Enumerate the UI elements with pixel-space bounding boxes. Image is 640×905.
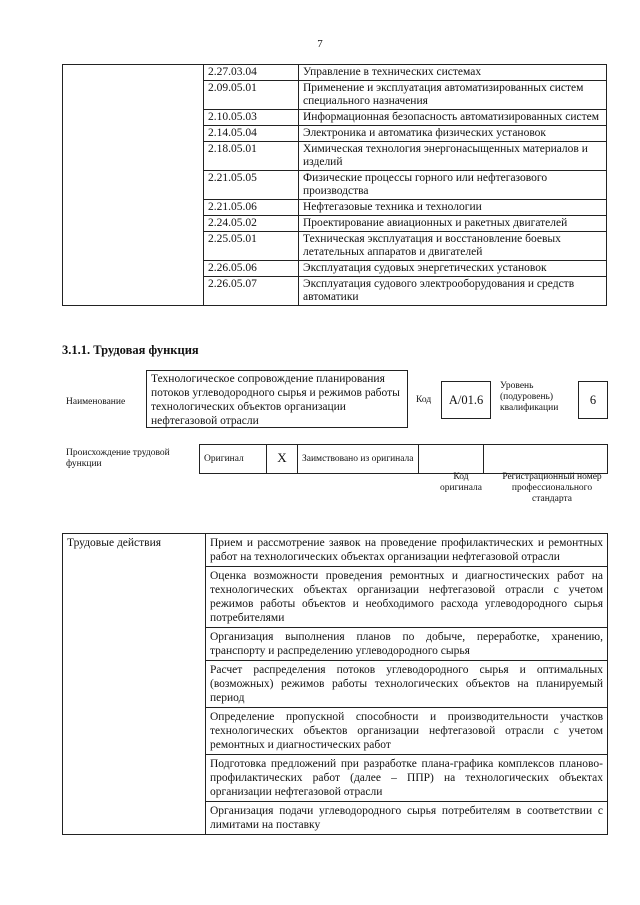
specialty-name: Электроника и автоматика физических установок	[299, 126, 607, 142]
labor-action-item: Организация подачи углеводородного сырья потребителям в соответствии с лимитами на поставку	[206, 802, 608, 835]
original-mark-cell	[267, 445, 298, 474]
origin-table	[199, 444, 608, 474]
borrowed-cell	[298, 445, 419, 474]
borrowed-label: Заимствовано из оригинала	[302, 453, 414, 464]
specialty-code: 2.25.05.01	[204, 232, 299, 261]
labor-action-item: Определение пропускной способности и производительности участков технологических объектов организации нефтегазовой отрасли с учетом ремонтных и диагностических работ	[206, 708, 608, 755]
original-label: Оригинал	[204, 453, 244, 464]
labor-action-item: Оценка возможности проведения ремонтных и диагностических работ на технологических объектах организации нефтегазовой отрасли с учетом режимов работы объектов и необходимого расхода углеводородного сырья потребителями	[206, 567, 608, 628]
code-label: Код	[416, 395, 432, 405]
specialty-name: Проектирование авиационных и ракетных двигателей	[299, 216, 607, 232]
specialty-name: Физические процессы горного или нефтегазового производства	[299, 171, 607, 200]
empty-cell	[63, 65, 204, 306]
labor-action-row	[63, 534, 608, 567]
specialty-name: Применение и эксплуатация автоматизированных систем специального назначения	[299, 81, 607, 110]
reg-number-label: Регистрационный номер профессионального стандарта	[502, 472, 602, 504]
section-title: 3.1.1. Трудовая функция	[62, 343, 199, 357]
labor-actions-header: Трудовые действия	[63, 534, 206, 835]
table-row	[63, 65, 607, 81]
specialty-code: 2.10.05.03	[204, 110, 299, 126]
qualification-level-value: 6	[578, 381, 608, 419]
specialty-code: 2.09.05.01	[204, 81, 299, 110]
original-code-cell	[419, 445, 484, 474]
labor-action-item: Прием и рассмотрение заявок на проведение профилактических и ремонтных работ на технологических объектах организации нефтегазовой отрасли	[206, 534, 608, 567]
function-code-value: А/01.6	[441, 381, 491, 419]
specialty-code: 2.14.05.04	[204, 126, 299, 142]
labor-action-item: Организация выполнения планов по добыче, переработке, хранению, транспорту и распределению углеводородного сырья	[206, 628, 608, 661]
function-name-value: Технологическое сопровождение планирования потоков углеводородного сырья и режимов работы технологических объектов организации нефтегазовой отрасли	[146, 370, 408, 428]
specialty-code: 2.21.05.05	[204, 171, 299, 200]
specialty-name: Нефтегазовые техника и технологии	[299, 200, 607, 216]
origin-label: Происхождение трудовой функции	[66, 448, 170, 469]
page-number: 7	[317, 38, 323, 50]
specialty-name: Химическая технология энергонасыщенных материалов и изделий	[299, 142, 607, 171]
original-mark: X	[277, 450, 287, 465]
specialty-name: Эксплуатация судовых энергетических установок	[299, 261, 607, 277]
specialty-code: 2.24.05.02	[204, 216, 299, 232]
original-label-cell	[200, 445, 267, 474]
specialties-table	[62, 64, 607, 306]
specialty-name: Управление в технических системах	[299, 65, 607, 81]
labor-action-item: Подготовка предложений при разработке плана-графика комплексов планово-профилактических работ (далее – ППР) на технологических объектах организации нефтегазовой отрасли	[206, 755, 608, 802]
specialty-code: 2.27.03.04	[204, 65, 299, 81]
specialty-code: 2.26.05.07	[204, 277, 299, 306]
specialty-name: Эксплуатация судового электрооборудования и средств автоматики	[299, 277, 607, 306]
specialty-name: Техническая эксплуатация и восстановление боевых летательных аппаратов и двигателей	[299, 232, 607, 261]
specialty-name: Информационная безопасность автоматизированных систем	[299, 110, 607, 126]
reg-number-cell	[484, 445, 608, 474]
original-code-label: Код оригинала	[440, 472, 482, 493]
specialty-code: 2.18.05.01	[204, 142, 299, 171]
name-label: Наименование	[66, 397, 126, 407]
labor-actions-table	[62, 533, 608, 835]
specialty-code: 2.21.05.06	[204, 200, 299, 216]
labor-action-item: Расчет распределения потоков углеводородного сырья и оптимальных (возможных) режимов работы технологических объектов на планируемый период	[206, 661, 608, 708]
specialty-code: 2.26.05.06	[204, 261, 299, 277]
qualification-level-label: Уровень (подуровень) квалификации	[500, 381, 559, 413]
